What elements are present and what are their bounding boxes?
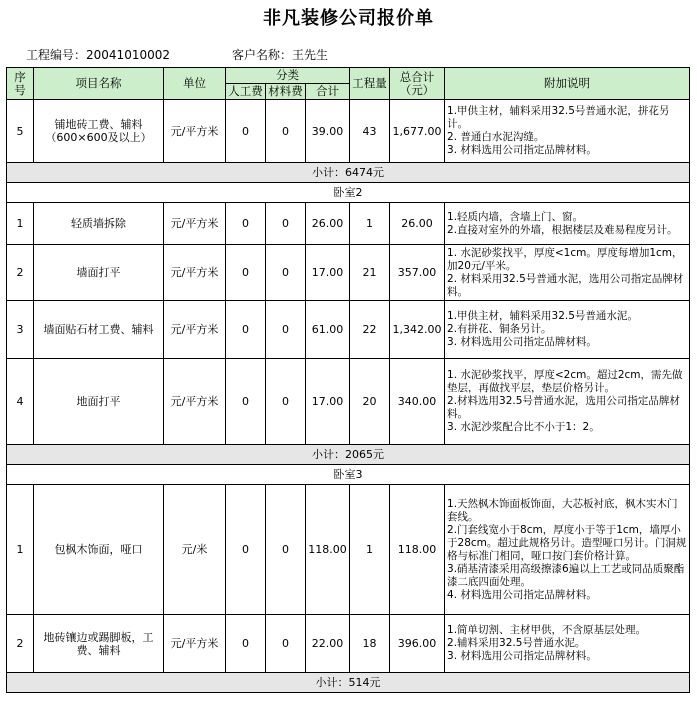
table-row xyxy=(7,359,690,445)
cell-unit: 元/平方米 xyxy=(164,203,226,245)
note-line: 3. 材料选用公司指定品牌材料。 xyxy=(447,336,597,348)
cell-labor: 0 xyxy=(226,203,266,245)
cell-item: 墙面打平 xyxy=(34,245,164,301)
table-row xyxy=(7,615,690,673)
cell-item: 地砖镶边或踢脚板，工费、辅料 xyxy=(34,615,164,673)
cell-material: 0 xyxy=(266,203,306,245)
note-line: 3. 材料选用公司指定品牌材料。 xyxy=(447,650,597,662)
cell-note xyxy=(445,485,690,615)
cell-subtotal: 17.00 xyxy=(306,245,350,301)
cell-seq: 2 xyxy=(7,245,34,301)
note-line: 1.甲供主材，辅料采用32.5号普通水泥，拼花另计。 xyxy=(447,105,670,130)
cell-material: 0 xyxy=(266,485,306,615)
cell-seq: 1 xyxy=(7,485,34,615)
cell-qty: 22 xyxy=(350,301,390,359)
cell-note xyxy=(445,203,690,245)
cell-total: 396.00 xyxy=(390,615,445,673)
cell-qty: 21 xyxy=(350,245,390,301)
cell-seq: 4 xyxy=(7,359,34,445)
subtotal-label: 小计：2065元 xyxy=(7,445,690,465)
table-row xyxy=(7,301,690,359)
client-name-label: 客户名称： xyxy=(232,48,293,62)
cell-seq: 1 xyxy=(7,203,34,245)
cell-item: 包枫木饰面，哑口 xyxy=(34,485,164,615)
cell-qty: 1 xyxy=(350,485,390,615)
cell-material: 0 xyxy=(266,301,306,359)
note-line: 3. 材料选用公司指定品牌材料。 xyxy=(447,144,597,156)
cell-labor: 0 xyxy=(226,359,266,445)
cell-labor: 0 xyxy=(226,245,266,301)
cell-qty: 20 xyxy=(350,359,390,445)
cell-total: 357.00 xyxy=(390,245,445,301)
cell-note xyxy=(445,359,690,445)
note-line: 1. 水泥砂浆找平，厚度<1cm。厚度每增加1cm，加20元/平米。 xyxy=(447,246,683,272)
table-row xyxy=(7,100,690,163)
header-seq: 序号 xyxy=(7,68,34,100)
subtotal-label: 小计：514元 xyxy=(7,673,690,693)
quote-table xyxy=(6,67,690,693)
cell-total: 118.00 xyxy=(390,485,445,615)
cell-material: 0 xyxy=(266,100,306,163)
cell-unit: 元/平方米 xyxy=(164,245,226,301)
page-title: 非凡装修公司报价单 xyxy=(263,8,434,29)
cell-qty: 18 xyxy=(350,615,390,673)
cell-subtotal: 17.00 xyxy=(306,359,350,445)
cell-subtotal: 118.00 xyxy=(306,485,350,615)
cell-labor: 0 xyxy=(226,100,266,163)
cell-unit: 元/平方米 xyxy=(164,615,226,673)
project-code-value: 20041010002 xyxy=(86,48,170,62)
subtotal-label-row xyxy=(7,163,690,183)
cell-note xyxy=(445,100,690,163)
cell-note xyxy=(445,615,690,673)
cell-material: 0 xyxy=(266,359,306,445)
section-title: 卧室2 xyxy=(7,183,690,203)
table-row xyxy=(7,485,690,615)
cell-subtotal: 61.00 xyxy=(306,301,350,359)
note-line: 1.简单切割、主材甲供，不含原基层处理。 xyxy=(447,624,647,636)
header-material: 材料费 xyxy=(266,84,306,100)
note-line: 3.硝基清漆采用高级擦漆6遍以上工艺或同品质聚酯漆二底四面处理。 xyxy=(447,562,685,588)
cell-labor: 0 xyxy=(226,485,266,615)
table-row xyxy=(7,245,690,301)
cell-subtotal: 39.00 xyxy=(306,100,350,163)
note-line: 2. 材料采用32.5号普通水泥，选用公司指定品牌材料。 xyxy=(447,272,684,298)
cell-material: 0 xyxy=(266,615,306,673)
cell-total: 340.00 xyxy=(390,359,445,445)
cell-labor: 0 xyxy=(226,615,266,673)
cell-qty: 1 xyxy=(350,203,390,245)
cell-note xyxy=(445,301,690,359)
subtotal-label: 小计：6474元 xyxy=(7,163,690,183)
note-line: 4. 材料选用公司指定品牌材料。 xyxy=(447,588,597,601)
cell-total: 1,342.00 xyxy=(390,301,445,359)
cell-unit: 元/平方米 xyxy=(164,100,226,163)
project-code xyxy=(26,46,170,63)
note-line: 2.门套线宽小于8cm，厚度小于等于1cm，墙厚小于28cm。超过此规格另计。造型哑口另计。门洞规格与标准门相同，哑口按门套价格计算。 xyxy=(447,523,687,562)
header-total: 总合计（元） xyxy=(390,68,445,100)
note-line: 2.辅料采用32.5号普通水泥。 xyxy=(447,637,586,649)
project-code-label: 工程编号： xyxy=(26,48,87,62)
header-unit: 单位 xyxy=(164,68,226,100)
cell-labor: 0 xyxy=(226,301,266,359)
note-line: 1.轻质内墙，含墙上门、窗。 xyxy=(447,210,584,223)
note-line: 1.甲供主材，辅料采用32.5号普通水泥。 xyxy=(447,310,638,322)
cell-total: 1,677.00 xyxy=(390,100,445,163)
note-line: 2. 普通白水泥沟缝。 xyxy=(447,131,545,143)
note-line: 1.天然枫木饰面板饰面，大芯板衬底，枫木实木门套线。 xyxy=(447,497,678,523)
header-labor: 人工费 xyxy=(226,84,266,100)
cell-material: 0 xyxy=(266,245,306,301)
cell-note xyxy=(445,245,690,301)
table-row xyxy=(7,203,690,245)
note-line: 2.材料选用32.5号普通水泥，选用公司指定品牌材料。 xyxy=(447,395,680,420)
note-line: 2.有拼花、铜条另计。 xyxy=(447,323,552,335)
subtotal-label-row xyxy=(7,445,690,465)
cell-unit: 元/米 xyxy=(164,485,226,615)
section-title-row xyxy=(7,465,690,485)
section-title: 卧室3 xyxy=(7,465,690,485)
client-name xyxy=(232,46,328,63)
section-title-row xyxy=(7,183,690,203)
client-name-value: 王先生 xyxy=(292,48,329,62)
cell-qty: 43 xyxy=(350,100,390,163)
note-line: 1. 水泥砂浆找平，厚度<2cm。超过2cm，需先做垫层，再做找平层，垫层价格另计。 xyxy=(447,369,683,394)
header-note: 附加说明 xyxy=(445,68,690,100)
cell-item: 轻质墙拆除 xyxy=(34,203,164,245)
note-line: 3. 水泥沙浆配合比不小于1：2。 xyxy=(447,421,600,433)
cell-subtotal: 22.00 xyxy=(306,615,350,673)
cell-unit: 元/平方米 xyxy=(164,301,226,359)
header-item: 项目名称 xyxy=(34,68,164,100)
cell-seq: 3 xyxy=(7,301,34,359)
header-qty: 工程量 xyxy=(350,68,390,100)
header-subtotal: 合计 xyxy=(306,84,350,100)
cell-item: 铺地砖工费、辅料（600×600及以上） xyxy=(34,100,164,163)
cell-item: 墙面贴石材工费、辅料 xyxy=(34,301,164,359)
cell-unit: 元/平方米 xyxy=(164,359,226,445)
cell-subtotal: 26.00 xyxy=(306,203,350,245)
subtotal-label-row xyxy=(7,673,690,693)
cell-seq: 2 xyxy=(7,615,34,673)
cell-seq: 5 xyxy=(7,100,34,163)
cell-total: 26.00 xyxy=(390,203,445,245)
note-line: 2.直接对室外的外墙，根据楼层及难易程度另计。 xyxy=(447,223,678,236)
header-category: 分类 xyxy=(226,68,350,84)
cell-item: 地面打平 xyxy=(34,359,164,445)
